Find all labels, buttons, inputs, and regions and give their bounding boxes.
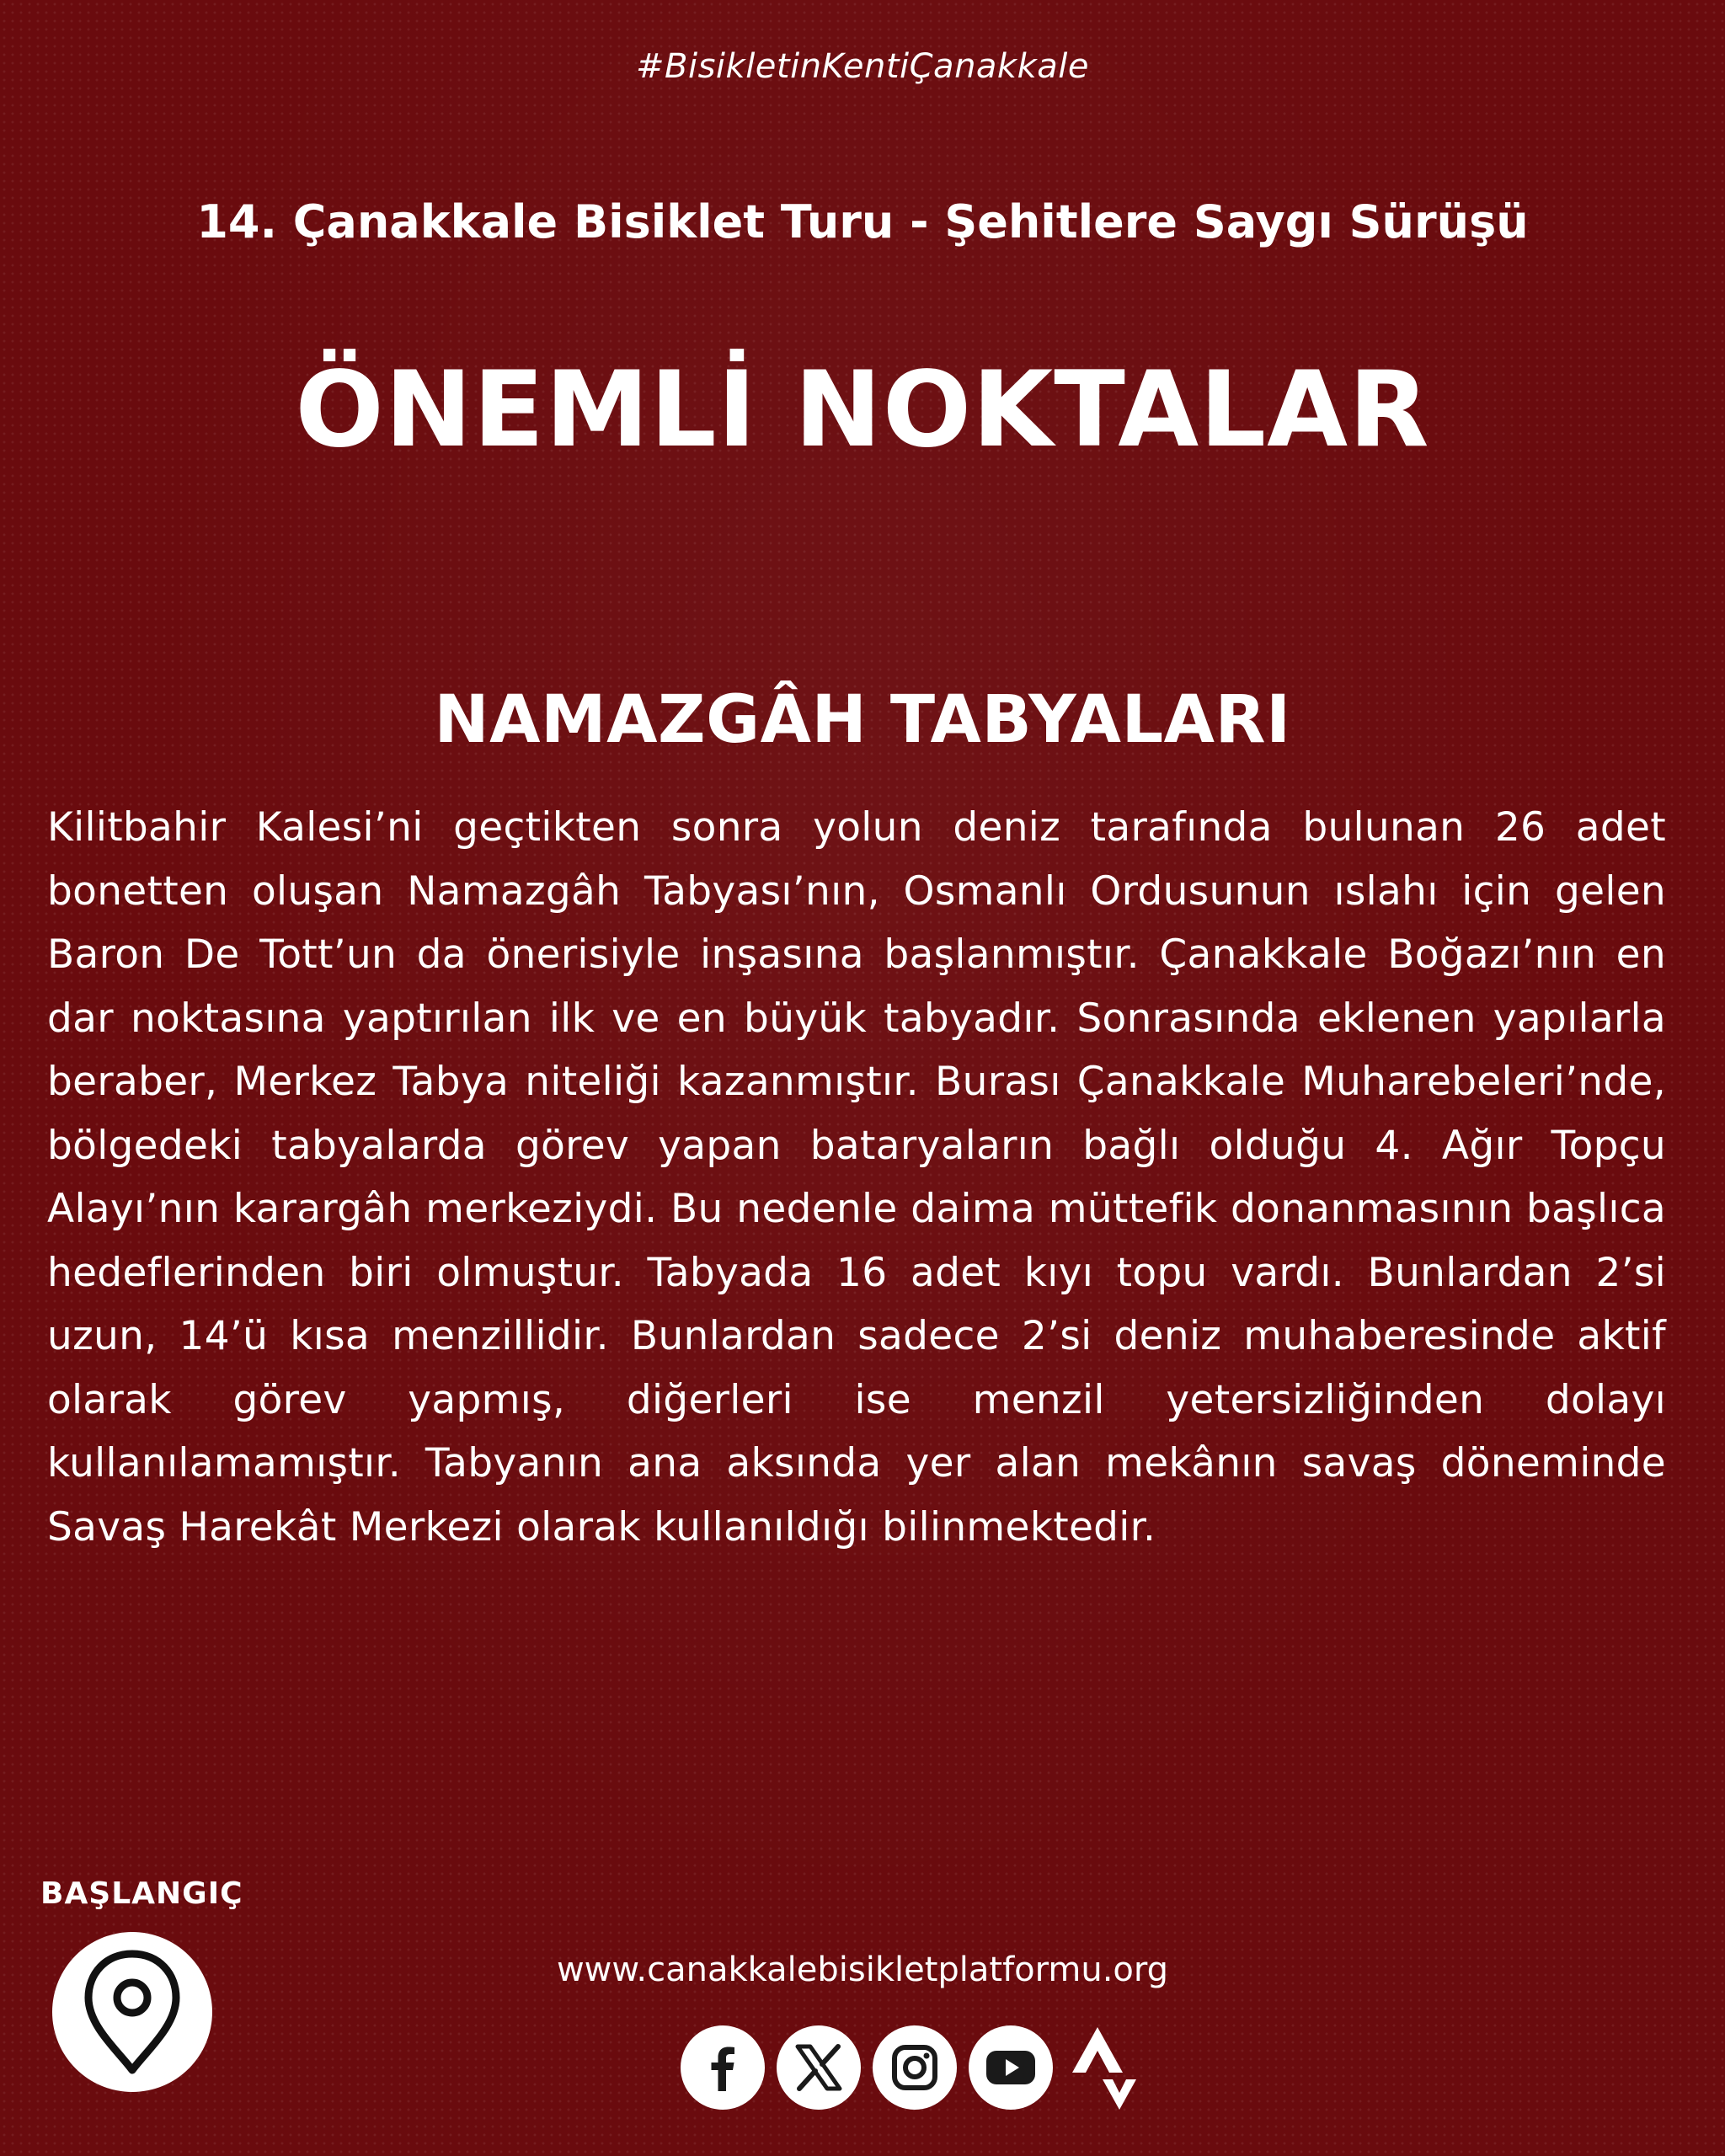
- youtube-link[interactable]: [969, 2025, 1053, 2110]
- facebook-icon: [697, 2042, 748, 2093]
- page-title: ÖNEMLİ NOKTALAR: [295, 350, 1430, 471]
- x-link[interactable]: [777, 2025, 861, 2110]
- instagram-icon: [890, 2043, 939, 2092]
- section-body: Kilitbahir Kalesi’ni geçtikten sonra yolun deniz tarafında bulunan 26 adet bonetten oluşan Namazgâh Tabyası’nın, Osmanlı Ordusunun ıslahı için gelen Baron De Tott’un da önerisiyle inşasına başlanmıştır. Çanakkale Boğazı’nın en dar noktasına yaptırılan ilk ve en büyük tabyadır. Sonrasında eklenen yapılarla beraber, Merkez Tabya niteliği kazanmıştır. Burası Çanakkale Muharebeleri’nde, bölgedeki tabyalarda görev yapan bataryaların bağlı olduğu 4. Ağır Topçu Alayı’nın karargâh merkeziydi. Bu nedenle daima müttefik donanmasının başlıca hedeflerinden biri olmuştur. Tabyada 16 adet kıyı topu vardı. Bunlardan 2’si uzun, 14’ü kısa menzillidir. Bunlardan sadece 2’si deniz muhaberesinde aktif olarak görev yapmış, diğerleri ise menzil yetersizliğinden dolayı kullanılamamıştır. Tabyanın ana aksında yer alan mekânın savaş döneminde Savaş Harekât Merkezi olarak kullanıldığı bilinmektedir.: [47, 804, 1666, 1550]
- x-icon: [793, 2041, 845, 2094]
- section-title: NAMAZGÂH TABYALARI: [434, 682, 1291, 758]
- strava-link[interactable]: [1065, 2021, 1140, 2114]
- facebook-link[interactable]: [681, 2025, 765, 2110]
- youtube-icon: [985, 2048, 1037, 2087]
- hashtag: #BisikletinKentiÇanakkale: [636, 47, 1089, 86]
- strava-icon: [1069, 2024, 1136, 2111]
- instagram-link[interactable]: [873, 2025, 957, 2110]
- website-link[interactable]: www.canakkalebisikletplatformu.org: [556, 1951, 1169, 1989]
- social-links: [681, 2021, 1140, 2114]
- start-label: BAŞLANGIÇ: [40, 1876, 243, 1911]
- event-subtitle: 14. Çanakkale Bisiklet Turu - Şehitlere Saygı Sürüşü: [196, 195, 1529, 248]
